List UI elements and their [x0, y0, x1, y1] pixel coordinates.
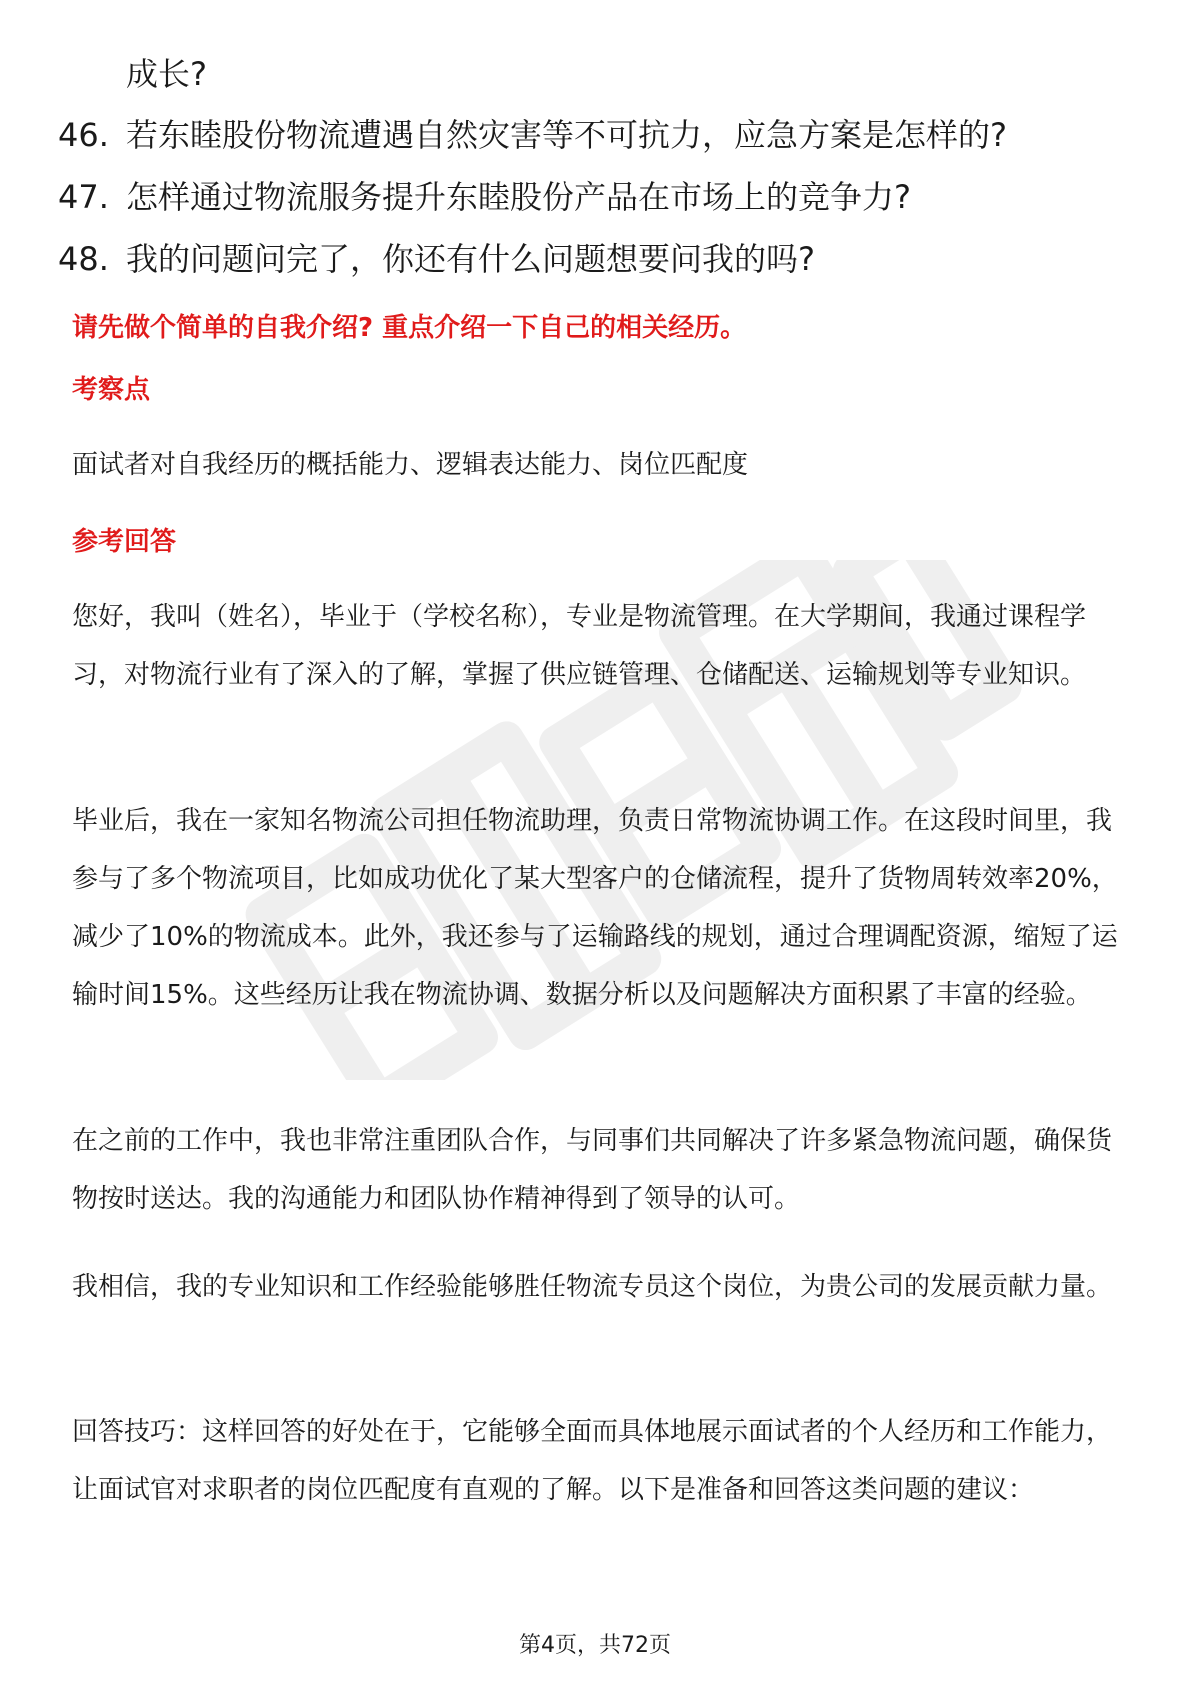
question-text: 怎样通过物流服务提升东睦股份产品在市场上的竞争力?	[126, 178, 911, 216]
answer-paragraph: 在之前的工作中，我也非常注重团队合作，与同事们共同解决了许多紧急物流问题，确保货物按时送达。我的沟通能力和团队协作精神得到了领导的认可。	[72, 1126, 1113, 1214]
answer-paragraph: 毕业后，我在一家知名物流公司担任物流助理，负责日常物流协调工作。在这段时间里，我参与了多个物流项目，比如成功优化了某大型客户的仓储流程，提升了货物周转效率20%，减少了10%的物流成本。此外，我还参与了运输路线的规划，通过合理调配资源，缩短了运输时间15%。这些经历让我在物流协调、数据分析以及问题解决方面积累了丰富的经验。	[72, 806, 1118, 1010]
question-list	[58, 104, 1007, 290]
page-number: 第4页，共72页	[519, 1633, 671, 1658]
answer-label: 参考回答	[72, 527, 177, 557]
question-number: 48.	[58, 240, 109, 278]
question-number: 47.	[58, 178, 109, 216]
answer-tips-paragraph: 回答技巧：这样回答的好处在于，它能够全面而具体地展示面试者的个人经历和工作能力，让面试官对求职者的岗位匹配度有直观的了解。以下是准备和回答这类问题的建议：	[72, 1417, 1113, 1505]
question-number: 46.	[58, 116, 109, 154]
answer-paragraph: 我相信，我的专业知识和工作经验能够胜任物流专员这个岗位，为贵公司的发展贡献力量。	[72, 1272, 1113, 1302]
list-item	[58, 228, 1007, 290]
answer-paragraph: 您好，我叫（姓名），毕业于（学校名称），专业是物流管理。在大学期间，我通过课程学习，对物流行业有了深入的了解，掌握了供应链管理、仓储配送、运输规划等专业知识。	[72, 602, 1087, 690]
question-continuation: 成长?	[126, 55, 207, 93]
examine-text: 面试者对自我经历的概括能力、逻辑表达能力、岗位匹配度	[72, 450, 749, 480]
list-item	[58, 104, 1007, 166]
section-heading: 请先做个简单的自我介绍? 重点介绍一下自己的相关经历。	[72, 313, 747, 343]
question-text: 我的问题问完了，你还有什么问题想要问我的吗?	[126, 240, 815, 278]
examine-label: 考察点	[72, 375, 151, 405]
question-text: 若东睦股份物流遭遇自然灾害等不可抗力，应急方案是怎样的?	[126, 116, 1007, 154]
list-item	[58, 166, 1007, 228]
